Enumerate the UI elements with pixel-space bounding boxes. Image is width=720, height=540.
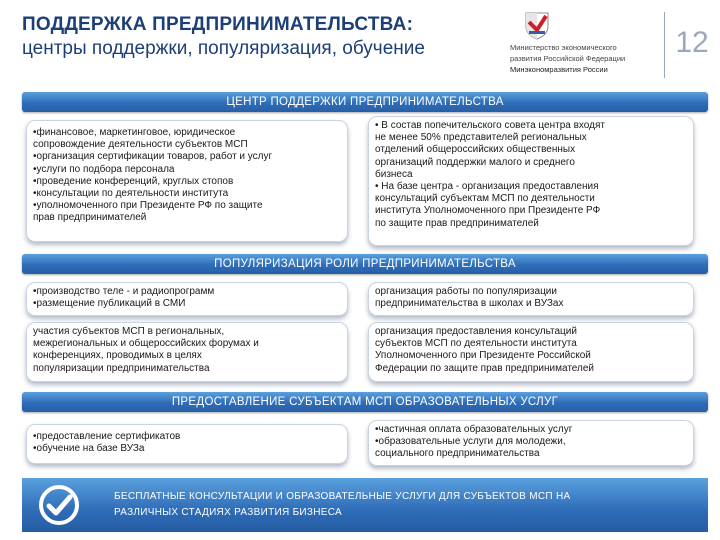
list-item: отделений общероссийских общественных (375, 144, 576, 156)
section-band-popularization: ПОПУЛЯРИЗАЦИЯ РОЛИ ПРЕДПРИНИМАТЕЛЬСТВА (22, 254, 708, 274)
ministry-name (510, 42, 660, 75)
list-item: •образовательные услуги для молодежи, (375, 436, 566, 448)
ministry-line: Минэкономразвития России (510, 65, 608, 74)
list-item: не менее 50% представителей региональных (375, 132, 587, 144)
list-item: субъектов МСП по деятельности института (375, 338, 577, 350)
section-band-education: ПРЕДОСТАВЛЕНИЕ СУБЪЕКТАМ МСП ОБРАЗОВАТЕЛЬНЫХ УСЛУГ (22, 392, 708, 412)
list-item: •обучение на базе ВУЗа (33, 443, 145, 455)
list-item: •проведение конференций, круглых стопов (33, 175, 234, 187)
ministry-line: Министерство экономического (510, 43, 617, 52)
list-item: прав предпринимателей (33, 212, 147, 224)
list-item: участия субъектов МСП в региональных, (33, 326, 225, 337)
list-item: предпринимательства в школах и ВУЗах (375, 298, 564, 310)
popularization-media-box (26, 282, 348, 316)
list-item: организация работы по популяризации (375, 286, 557, 297)
list-item: •организация сертификации товаров, работ и услуг (33, 151, 273, 163)
footer-text (114, 489, 694, 521)
list-item: по защите прав предпринимателей (375, 217, 539, 229)
list-item: •уполномоченного при Президенте РФ по защите (33, 200, 263, 212)
list-item: консультаций субъектам МСП по деятельности (375, 193, 595, 205)
education-certificates-box (26, 424, 348, 464)
checkmark-icon (38, 484, 80, 526)
list-item: • На базе центра - организация предоставления (375, 181, 599, 193)
list-item: •предоставление сертификатов (33, 431, 181, 442)
footer-line: БЕСПЛАТНЫЕ КОНСУЛЬТАЦИИ И ОБРАЗОВАТЕЛЬНЫЕ УСЛУГИ ДЛЯ СУБЪЕКТОВ МСП НА (114, 491, 571, 502)
list-item: • В состав попечительского совета центра входят (375, 120, 605, 131)
ministry-block (510, 10, 660, 82)
list-item: социального предпринимательства (375, 448, 540, 460)
list-item: конференциях, проводимых в целях (33, 350, 202, 362)
list-item: организаций поддержки малого и среднего (375, 156, 575, 168)
footer-banner (22, 478, 708, 532)
education-payment-box (368, 420, 694, 466)
page-number: 12 (675, 26, 709, 59)
header-divider (664, 12, 665, 78)
popularization-consultations-box (368, 322, 694, 382)
ministry-line: развития Российской Федерации (510, 54, 626, 63)
list-item: •консультации по деятельности института (33, 188, 229, 200)
list-item: •финансовое, маркетинговое, юридическое (33, 127, 236, 138)
section-band-support-center: ЦЕНТР ПОДДЕРЖКИ ПРЕДПРИНИМАТЕЛЬСТВА (22, 92, 708, 112)
list-item: бизнеса (375, 168, 413, 180)
list-item: •частичная оплата образовательных услуг (375, 424, 573, 435)
ministry-emblem-icon (522, 10, 552, 40)
list-item: организация предоставления консультаций (375, 326, 577, 337)
popularization-forums-box (26, 322, 348, 382)
page-title: ПОДДЕРЖКА ПРЕДПРИНИМАТЕЛЬСТВА: (22, 14, 414, 35)
title-block (22, 14, 512, 60)
page-subtitle: центры поддержки, популяризация, обучение (22, 38, 425, 59)
list-item: института Уполномоченного при Президенте РФ (375, 205, 601, 217)
support-center-board-box (368, 116, 694, 246)
list-item: •производство теле - и радиопрограмм (33, 286, 215, 297)
list-item: межрегиональных и общероссийских форумах и (33, 338, 259, 350)
list-item: Уполномоченного при Президенте Российской (375, 350, 591, 362)
list-item: •размещение публикаций в СМИ (33, 298, 186, 310)
list-item: популяризации предпринимательства (33, 362, 210, 374)
popularization-schools-box (368, 282, 694, 316)
list-item: Федерации по защите прав предпринимателей (375, 362, 595, 374)
list-item: сопровождение деятельности субъектов МСП (33, 139, 248, 151)
support-center-services-box (26, 120, 348, 242)
list-item: •услуги по подбора персонала (33, 163, 175, 175)
footer-line: РАЗЛИЧНЫХ СТАДИЯХ РАЗВИТИЯ БИЗНЕСА (114, 507, 343, 518)
